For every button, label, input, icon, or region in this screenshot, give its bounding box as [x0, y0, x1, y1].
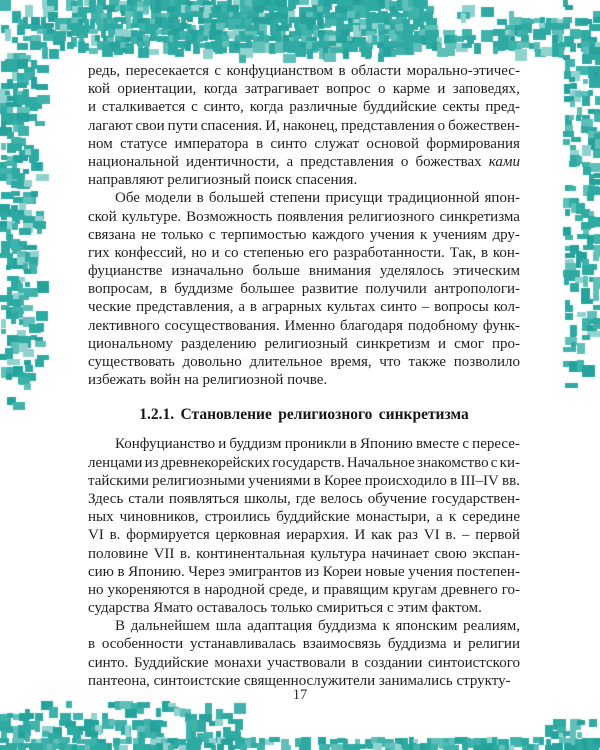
text-line: вопросам, в буддизме большее развитие получили антропологи-	[88, 281, 520, 298]
text-line: ленцами из древнекорейских государств. Начальное знакомство с ки-	[88, 454, 520, 471]
text-line: направляют религиозный поиск спасения.	[88, 172, 358, 189]
text-line: пантеона, синтоистские священнослужители занимались структу-	[88, 672, 511, 689]
text-line: редь, пересекается с конфуцианством в области морально-этичес-	[88, 63, 520, 79]
text-line: сударства Ямато оставалось только смириться с этим фактом.	[88, 600, 482, 617]
text-line: синто. Буддийские монахи участвовали в создании синтоистского	[88, 654, 520, 671]
text-line: В дальнейшем шла адаптация буддизма к японским реалиям,	[115, 618, 520, 635]
text-line: Конфуцианство и буддизм проникли в Японию вместе с пересе-	[115, 436, 520, 453]
section-heading: 1.2.1. Становление религиозного синкретизма	[139, 406, 469, 424]
text-line: лагают свои пути спасения. И, наконец, представления о божествен-	[88, 117, 520, 134]
paragraph	[88, 617, 520, 690]
text-line: гих конфессий, но и со степенью его разработанности. Так, в кон-	[88, 244, 520, 261]
text-line: Здесь стали появляться школы, где велось обучение государствен-	[88, 490, 520, 507]
text-line: ных чиновников, строились буддийские монастыри, а к середине	[88, 509, 520, 526]
text-line: ческие представления, а в аграрных культах синто – вопросы кол-	[88, 299, 520, 316]
text-line: кой ориентации, когда затрагивает вопрос о карме и заповедях,	[88, 81, 520, 98]
text-line: и сталкивается с синто, когда различные буддийские секты пред-	[88, 99, 520, 116]
text-line: но укореняются в народной среде, и правящим кругам древнего го-	[88, 581, 520, 598]
text-line: ном статусе императора в синто служат основой формирования	[88, 135, 520, 152]
text-line: Обе модели в большей степени присущи традиционной япон-	[115, 190, 520, 207]
text-line: VI в. формируется церковная иерархия. И как раз VI в. – первой	[88, 527, 520, 544]
text-line: половине VII в. континентальная культура начинает свою экспан-	[88, 545, 520, 562]
paragraph	[88, 435, 520, 617]
text-line: связана не только с терпимостью каждого учения к учениям дру-	[88, 226, 520, 243]
text-line: национальной идентичности, а представления о божествах ками	[88, 153, 520, 170]
text-line: сию в Японию. Через эмигрантов из Кореи новые учения постепен-	[88, 563, 520, 580]
text-line: существовать довольно длительное время, что также позволило	[88, 354, 520, 370]
paragraph	[88, 62, 520, 189]
text-line: избежать войн на религиозной почве.	[88, 372, 328, 389]
text-line: ской культуре. Возможность появления религиозного синкретизма	[88, 208, 520, 225]
text-line: циональному разделению религиозный синкретизм и смог про-	[88, 335, 520, 352]
paragraph	[88, 189, 520, 389]
text-line: фуцианстве изначально больше внимания уделялось этическим	[88, 263, 520, 280]
text-line: тайскими религиозными учениями в Корее происходило в III–IV вв.	[88, 472, 520, 489]
text-line: лективного сосуществования. Именно благодаря подобному функ-	[88, 317, 520, 334]
page-number: 17	[292, 687, 308, 703]
text-line: в особенности устанавливалась взаимосвязь буддизма и религии	[88, 636, 520, 653]
text-block	[88, 62, 520, 690]
